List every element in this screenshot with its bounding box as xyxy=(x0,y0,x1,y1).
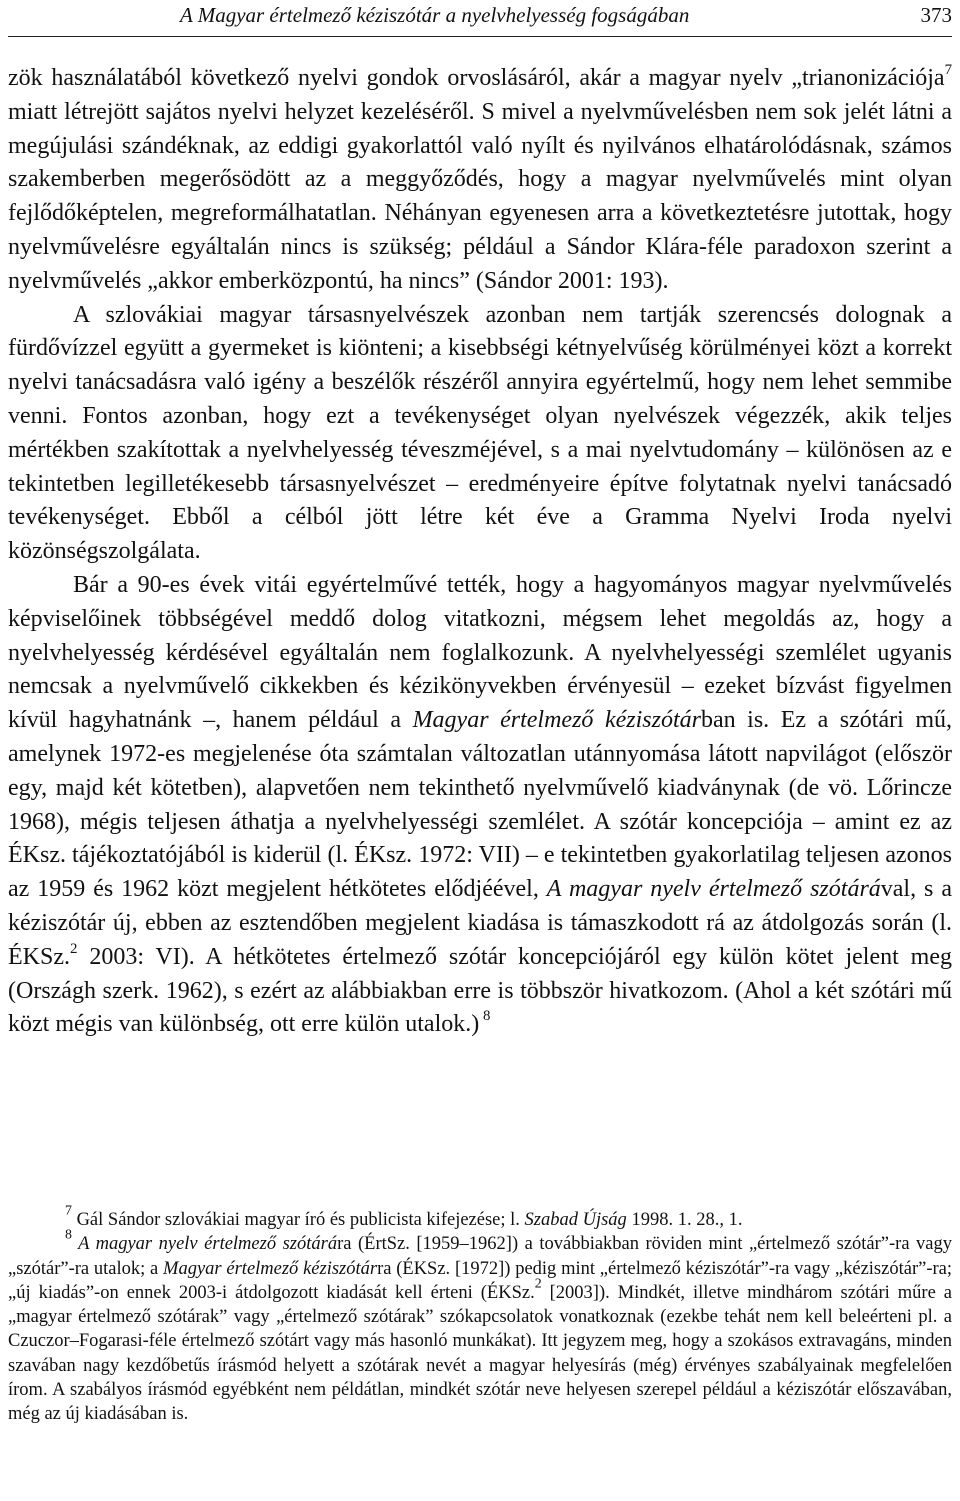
footnote-ref-7: 7 xyxy=(944,61,952,78)
footnotes xyxy=(8,1203,953,1427)
journal-title: Szabad Újság xyxy=(524,1210,627,1230)
page-header xyxy=(8,0,952,37)
text-run: zök használatából következő nyelvi gondok orvoslásáról, akár a magyar nyelv „trianonizációja xyxy=(8,65,945,91)
work-title: Magyar értelmező kéziszótár xyxy=(163,1258,378,1279)
footnote-8 xyxy=(8,1227,953,1426)
running-title: A Magyar értelmező kéziszótár a nyelvhelyesség fogságában xyxy=(180,3,690,27)
footnote-7 xyxy=(8,1203,952,1232)
text-run: [2003]). Mindkét, illetve mindhárom szótári műre a „magyar értelmező szótárak” vagy „értelmező szótárak” szókapcsolatok vonatkoznak (ezekbe tehát nem kell beleérteni pl. a Czuczor–Fogarasi-féle értelmező szótárt vagy más hasonló munkákat). Itt jegyzem meg, hogy a szokásos extravagáns, minden szavában nagy kezdőbetűs írásmód helyett a szótárak nevét a magyar helyesírás (még) érvényes szabályainak megfelelően írom. A szabályos írásmód egyébként nem példátlan, mindkét szótár neve helyesen szerepel például a kéziszótár előszavában, még az új kiadásában is. xyxy=(8,1282,952,1425)
footnote-mark: 7 xyxy=(65,1203,72,1219)
paragraph-1 xyxy=(8,62,952,299)
edition-superscript: 2 xyxy=(70,940,78,957)
edition-superscript: 2 xyxy=(534,1276,542,1292)
footnote-ref-8: 8 xyxy=(479,1008,491,1025)
page-number: 373 xyxy=(920,3,952,27)
text-run: Gál Sándor szlovákiai magyar író és publicista kifejezése; l. xyxy=(71,1210,525,1230)
text-run: miatt létrejött sajátos nyelvi helyzet kezeléséről. S mivel a nyelvművelésben nem sok jelét látni a megújulási szándéknak, az eddigi gyakorlattól való nyílt és nyilvános elhatárolódásnak, számos szakemberben megerősödött az a meggyőződés, hogy a magyar nyelvművelés mint olyan fejlődőképtelen, megreformálhatatlan. Néhányan egyenesen arra a következtetésre jutottak, hogy nyelvművelésre egyáltalán nincs is szükség; például a Sándor Klára-féle paradoxon szerint a nyelvművelés „akkor emberközpontú, ha nincs” (Sándor 2001: 193). xyxy=(8,98,952,294)
main-text xyxy=(8,62,952,1042)
paragraph-3 xyxy=(8,569,952,1042)
work-title: A magyar nyelv értelmező szótárá xyxy=(546,876,881,903)
work-title: Magyar értelmező kéziszótár xyxy=(412,707,701,734)
text-run: ra (ÉrtSz. [1959–1962]) a továbbiakban röviden mint „értelmező szótár”-ra vagy „szótár”-ra utalok; a xyxy=(8,1234,953,1279)
text-run: 1998. 1. 28., 1. xyxy=(626,1210,743,1230)
paragraph-2: A szlovákiai magyar társasnyelvészek azonban nem tartják szerencsés dolognak a fürdővízzel együtt a gyermeket is kiönteni; a kisebbségi kétnyelvűség körülményei közt a korrekt nyelvi tanácsadásra való igény a beszélők részéről annyira egyértelmű, hogy nem lehet semmibe venni. Fontos azonban, hogy ezt a tevékenységet olyan nyelvészek végezzék, akik teljes mértékben szakítottak a nyelvhelyesség téveszméjével, s a mai nyelvtudomány – különösen az e tekintetben legilletékesebb társasnyelvészet – eredményeire építve folytatnak nyelvi tanácsadó tevékenységet. Ebből a célból jött létre két éve a Gramma Nyelvi Iroda nyelvi közönségszolgálata. xyxy=(8,301,952,565)
text-run: ban is. Ez a szótári mű, amelynek 1972-es megjelenése óta számtalan változatlan utánnyomása látott napvilágot (először egy, majd két kötetben), alapvetően nem tekinthető nyelvművelő kiadványnak (de vö. Lőrincze 1968), mégis teljesen áthatja a nyelvhelyességi szemlélet. A szótár koncepciója – amint ez az ÉKsz. tájékoztatójából is kiderül (l. ÉKsz. 1972: VII) – e tekintetben gyakorlatilag teljesen azonos az 1959 és 1962 közt megjelent hétkötetes elődjéével, xyxy=(8,707,953,903)
work-title: A magyar nyelv értelmező szótárá xyxy=(71,1234,338,1255)
text-run: ra (ÉKSz. [1972]) pedig mint „értelmező kéziszótár”-ra vagy „kéziszótár”-ra; „új kiadás”-on ennek 2003-i átdolgozott kiadását kell érteni (ÉKSz. xyxy=(8,1258,952,1303)
text-run: val, s a kéziszótár új, ebben az esztendőben megjelent kiadása is támaszkodott rá az átdolgozás során (l. ÉKSz. xyxy=(8,876,952,970)
footnote-mark: 8 xyxy=(65,1227,72,1243)
text-run: 2003: VI). A hétkötetes értelmező szótár koncepciójáról egy külön kötet jelent meg (Országh szerk. 1962), s ezért az alábbiakban erre is többször hivatkozom. (Ahol a két szótári mű közt mégis van különbség, ott erre külön utalok.) xyxy=(8,943,952,1038)
text-run: Bár a 90-es évek vitái egyértelművé tették, hogy a hagyományos magyar nyelvművelés képviselőinek többségével meddő dolog vitatkozni, mégsem lehet megoldás az, hogy a nyelvhelyesség kérdésével egyáltalán nem foglalkozunk. A nyelvhelyességi szemlélet ugyanis nemcsak a nyelvművelő cikkekben és kézikönyvekben érvényesül – ezeket bízvást figyelmen kívül hagyhatnánk –, hanem például a xyxy=(8,571,952,734)
